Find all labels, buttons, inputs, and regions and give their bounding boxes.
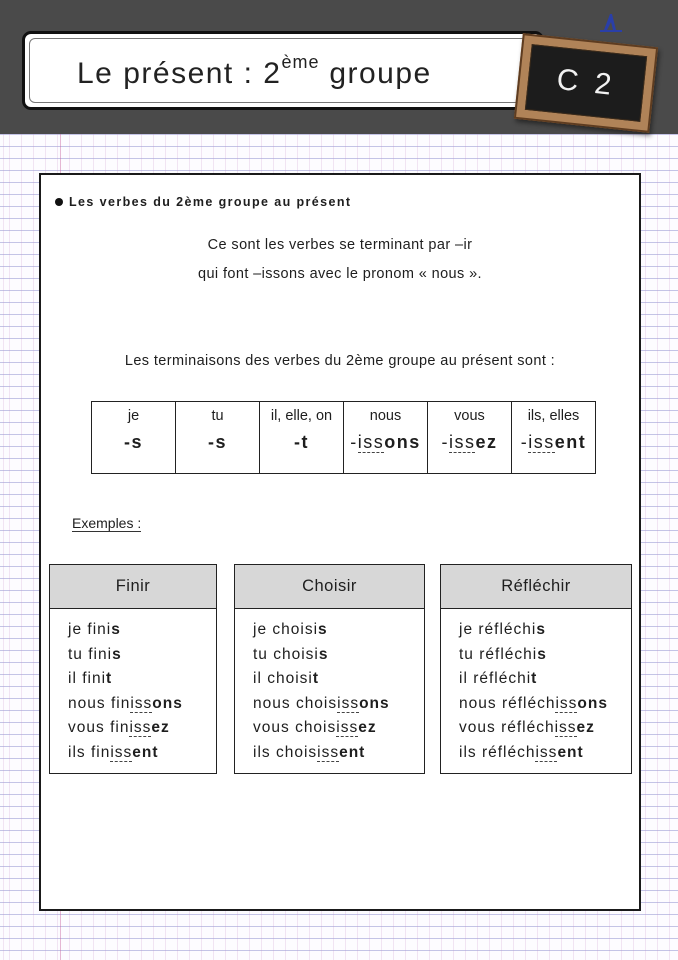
ending-suffix [344, 432, 427, 453]
conj-stem: réfléch [481, 743, 536, 761]
ending-pronoun: tu [211, 408, 224, 424]
conjugation-line [253, 670, 424, 695]
ending-dash: - [520, 432, 529, 452]
conj-ending: ons [359, 694, 390, 712]
conj-pronoun: ils [68, 743, 86, 761]
conjugation-line [68, 670, 216, 695]
verb-box-1 [49, 564, 217, 774]
endings-heading: Les terminaisons des verbes du 2ème groupe au présent sont : [124, 353, 556, 369]
intro-line-2: qui font –issons avec le pronom « nous ». [197, 266, 482, 282]
intro-line-1: Ce sont les verbes se terminant par –ir [207, 237, 473, 253]
conj-stem: choisi [272, 621, 319, 638]
conj-ending: t [312, 670, 320, 688]
conjugation-line [459, 670, 631, 695]
conj-infix: iss [554, 719, 577, 737]
conj-pronoun: je [68, 621, 83, 638]
conj-ending: s [318, 621, 328, 638]
conj-pronoun: je [459, 621, 474, 638]
conj-infix: iss [337, 694, 360, 712]
ending-infix: iss [448, 432, 476, 452]
conjugation-line [68, 719, 216, 744]
conjugation-line [253, 744, 424, 769]
ending-suffix [176, 432, 259, 453]
conj-pronoun: vous [253, 719, 290, 737]
conj-infix: iss [555, 694, 578, 712]
conj-stem: fini [82, 670, 107, 688]
conj-stem: réfléchi [478, 621, 537, 638]
ending-suffix [92, 432, 175, 453]
conj-stem: réfléch [501, 719, 555, 737]
verb-title: Réfléchir [441, 565, 631, 609]
conj-infix: iss [130, 694, 153, 712]
conj-ending: ons [152, 694, 183, 712]
conjugation-line [459, 695, 631, 720]
conjugation-line [68, 646, 216, 671]
ending-suffix [260, 432, 343, 453]
conj-ending: ent [132, 743, 159, 761]
ending-bold: ez [475, 432, 498, 452]
conj-infix: iss [336, 719, 359, 737]
conj-stem: fin [110, 719, 130, 737]
conjugation-line [253, 621, 424, 646]
verb-title: Finir [50, 565, 216, 609]
conj-pronoun: vous [459, 719, 496, 737]
conj-pronoun: je [253, 621, 268, 638]
conjugation-line [68, 621, 216, 646]
ending-pronoun: vous [454, 408, 485, 424]
conj-ending: s [111, 621, 121, 638]
conjugation-line [253, 719, 424, 744]
page-title: Le présent : 2ème groupe [77, 52, 432, 90]
conj-infix: iss [535, 743, 558, 761]
verb-box-3 [440, 564, 632, 774]
conj-ending: ez [151, 719, 170, 737]
conj-stem: réfléchi [479, 645, 538, 663]
conjugation-line [68, 695, 216, 720]
conj-ending: s [537, 645, 547, 663]
conjugation-list [441, 609, 631, 769]
ending-dash: - [441, 432, 449, 452]
conj-ending: ent [339, 743, 366, 761]
ending-infix: iss [357, 432, 385, 452]
ending-cell [92, 402, 176, 474]
conj-pronoun: nous [459, 694, 497, 712]
conj-infix: iss [317, 743, 340, 761]
conj-stem: réfléchi [473, 670, 532, 688]
conj-stem: choisi [273, 645, 319, 663]
ending-pronoun: ils, elles [527, 408, 580, 424]
conj-pronoun: il [459, 670, 468, 688]
conj-ending: ez [576, 719, 595, 737]
conjugation-line [253, 646, 424, 671]
ending-cell [428, 402, 512, 474]
ending-suffix [512, 432, 595, 453]
conj-pronoun: ils [459, 743, 477, 761]
ending-cell [512, 402, 596, 474]
conjugation-line [68, 744, 216, 769]
lesson-code: C 2 [525, 44, 647, 122]
lesson-card [39, 173, 641, 911]
conj-ending: s [112, 645, 122, 663]
ending-pronoun: je [127, 408, 140, 424]
conjugation-list [235, 609, 424, 769]
conj-stem: fin [110, 694, 131, 712]
conjugation-line [253, 695, 424, 720]
conj-infix: iss [110, 743, 133, 761]
ending-bold: ent [554, 432, 587, 452]
conjugation-list [50, 609, 216, 769]
conj-stem: chois [295, 719, 337, 737]
ending-bold: -s [207, 432, 227, 452]
conj-ending: ent [557, 743, 584, 761]
ending-dash: - [350, 432, 358, 452]
conj-stem: fini [88, 645, 113, 663]
conj-pronoun: tu [253, 645, 268, 663]
logo-icon [596, 10, 626, 34]
conj-pronoun: il [68, 670, 77, 688]
conj-ending: s [318, 645, 329, 663]
conjugation-line [459, 719, 631, 744]
conj-stem: réfléch [501, 694, 556, 712]
conj-pronoun: nous [68, 694, 106, 712]
section-heading: Les verbes du 2ème groupe au présent [69, 195, 352, 209]
conj-ending: s [536, 621, 546, 638]
conj-pronoun: il [253, 670, 262, 688]
conjugation-line [459, 646, 631, 671]
verb-title: Choisir [235, 565, 424, 609]
conj-pronoun: tu [459, 645, 474, 663]
conj-ending: ons [577, 694, 608, 712]
ending-infix: iss [528, 432, 555, 452]
conj-stem: choisi [267, 670, 313, 688]
conj-pronoun: tu [68, 645, 83, 663]
chalkboard-badge [514, 33, 658, 133]
ending-bold: -s [123, 432, 143, 452]
conj-ending: ez [358, 719, 377, 737]
ending-bold: ons [384, 432, 421, 452]
conj-stem: fini [87, 621, 112, 638]
conjugation-line [459, 621, 631, 646]
conj-infix: iss [129, 719, 152, 737]
conj-pronoun: ils [253, 743, 271, 761]
ending-pronoun: il, elle, on [270, 408, 333, 424]
examples-label: Exemples : [72, 515, 142, 531]
ending-cell [344, 402, 428, 474]
conj-stem: chois [295, 694, 338, 712]
ending-pronoun: nous [369, 408, 402, 424]
endings-table [91, 401, 596, 474]
conj-stem: chois [275, 743, 318, 761]
verb-box-2 [234, 564, 425, 774]
conj-pronoun: vous [68, 719, 105, 737]
header-bar [0, 0, 678, 134]
conj-stem: fin [90, 743, 111, 761]
conj-ending: t [531, 670, 538, 688]
title-frame [22, 31, 544, 110]
conj-ending: t [106, 670, 113, 688]
conjugation-line [459, 744, 631, 769]
conj-pronoun: nous [253, 694, 291, 712]
ending-suffix [428, 432, 511, 453]
ending-cell [176, 402, 260, 474]
ending-cell [260, 402, 344, 474]
ending-bold: -t [294, 432, 309, 452]
